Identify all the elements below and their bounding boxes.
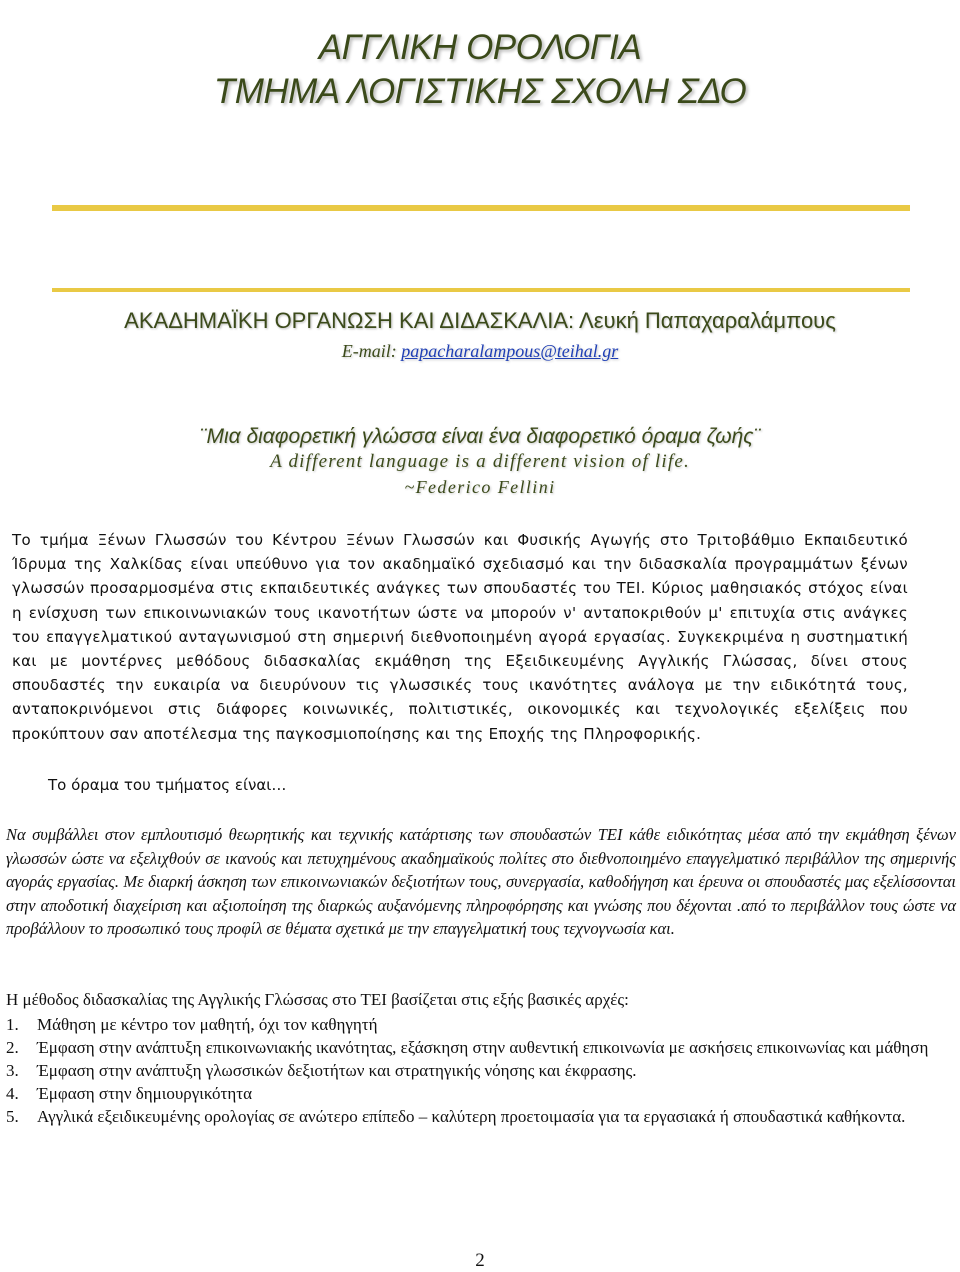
email-label: E-mail:	[341, 341, 397, 361]
list-item	[6, 1036, 956, 1059]
quote-greek: ¨Μια διαφορετική γλώσσα είναι ένα διαφορετικό όραμα ζωής¨	[199, 425, 761, 448]
list-item-number: 3.	[6, 1061, 19, 1080]
quote-author: ~Federico Fellini	[404, 477, 556, 497]
vision-paragraph: Να συμβάλλει στον εμπλουτισμό θεωρητικής και τεχνικής κατάρτισης των σπουδαστών ΤΕΙ κάθε ειδικότητας μέσα από την εκμάθηση ξένων γλωσσών ώστε να εξελιχθούν σε ικανούς και πετυχημένους ακαδημαϊκούς πολίτες στο διεθνοποιημένο επαγγελματικό περιβάλλον της σημερινής αγοράς εργασίας. Με διαρκή άσκηση των επικοινωνιακών δεξιοτήτων τους, συνεργασία, καθοδήγηση και έρευνα οι σπουδαστές μας εξελίσσονται στην αποδοτική διαχείριση και αξιοποίηση της διαρκώς αυξανόμενης πληροφόρησης και γνώσης που δέχονται .από το περιβάλλον τους ώστε να προβάλλουν το προσωπικό τους προφίλ σε θέματα σχετικά με την επαγγελματική τους τεχνογνωσία και.	[6, 825, 956, 939]
list-item	[6, 1082, 956, 1105]
list-item	[6, 1105, 956, 1128]
intro-paragraph: Το τμήμα Ξένων Γλωσσών του Κέντρου Ξένων Γλωσσών και Φυσικής Αγωγής στο Τριτοβάθμιο Εκπαιδευτικό Ίδρυμα της Χαλκίδας είναι υπεύθυνο για τον ακαδημαϊκό σχεδιασμό και την διδασκαλία προγραμμάτων ξένων γλωσσών προσαρμοσμένα στις εκπαιδευτικές ανάγκες των σπουδαστές του ΤΕΙ. Κύριος μαθησιακός στόχος είναι η ενίσχυση των επικοινωνιακών τους ικανοτήτων ώστε να μπορούν ν' ανταποκριθούν μ' επιτυχία στις ανάγκες του επαγγελματικού ανταγωνισμού στη σημερινή διεθνοποιημένη αγορά εργασίας. Συγκεκριμένα η συστηματική και με μοντέρνες μεθόδους διδασκαλίας εκμάθηση της Εξειδικευμένης Αγγλικής Γλώσσας, δίνει στους σπουδαστές την ευκαιρία να διευρύνουν τις γλωσσικές τους ικανότητες ανάλογα με την ειδικότητά τους, ανταποκρινόμενοι στις διάφορες κοινωνικές, πολιτιστικές, οικονομικές και τεχνολογικές εξελίξεις που προκύπτουν σαν αποτέλεσμα της παγκοσμιοποίησης και της Εποχής της Πληροφορικής.	[12, 531, 908, 743]
list-item-text: Έμφαση στην ανάπτυξη επικοινωνιακής ικανότητας, εξάσκηση στην αυθεντική επικοινωνία με ασκήσεις επικοινωνίας και μάθηση	[37, 1038, 929, 1057]
list-item-number: 5.	[6, 1107, 19, 1126]
header-divider	[52, 205, 910, 211]
document-title: ΑΓΓΛΙΚΗ ΟΡΟΛΟΓΙΑ	[318, 28, 642, 67]
email-line	[0, 341, 960, 362]
list-item-number: 2.	[6, 1038, 19, 1057]
list-item-number: 1.	[6, 1015, 19, 1034]
list-item-text: Αγγλικά εξειδικευμένης ορολογίας σε ανώτερο επίπεδο – καλύτερη προετοιμασία για τα εργασιακά ή σπουδαστικά καθήκοντα.	[37, 1107, 906, 1126]
vision-heading: Το όραμα του τμήματος είναι…	[48, 776, 287, 794]
principles-list	[6, 1013, 956, 1128]
method-paragraph: Η μέθοδος διδασκαλίας της Αγγλικής Γλώσσας στο ΤΕΙ βασίζεται στις εξής βασικές αρχές:	[6, 990, 629, 1009]
document-subtitle: ΤΜΗΜΑ ΛΟΓΙΣΤΙΚΗΣ ΣΧΟΛΗ ΣΔΟ	[213, 72, 747, 111]
section-divider	[52, 288, 910, 292]
list-item	[6, 1013, 956, 1036]
email-link[interactable]: papacharalampous@teihal.gr	[401, 341, 619, 361]
academic-staff-line: ΑΚΑΔΗΜΑΪΚΗ ΟΡΓΑΝΩΣΗ ΚΑΙ ΔΙΔΑΣΚΑΛΙΑ: Λευκή Παπαχαραλάμπους	[124, 308, 836, 333]
list-item-text: Μάθηση με κέντρο τον μαθητή, όχι τον καθηγητή	[37, 1015, 378, 1034]
list-item-text: Έμφαση στην ανάπτυξη γλωσσικών δεξιοτήτων και στρατηγικής νόησης και έκφρασης.	[37, 1061, 637, 1080]
list-item-number: 4.	[6, 1084, 19, 1103]
list-item	[6, 1059, 956, 1082]
page-number: 2	[475, 1250, 485, 1271]
quote-english: A different language is a different vision of life.	[270, 451, 690, 472]
list-item-text: Έμφαση στην δημιουργικότητα	[37, 1084, 252, 1103]
